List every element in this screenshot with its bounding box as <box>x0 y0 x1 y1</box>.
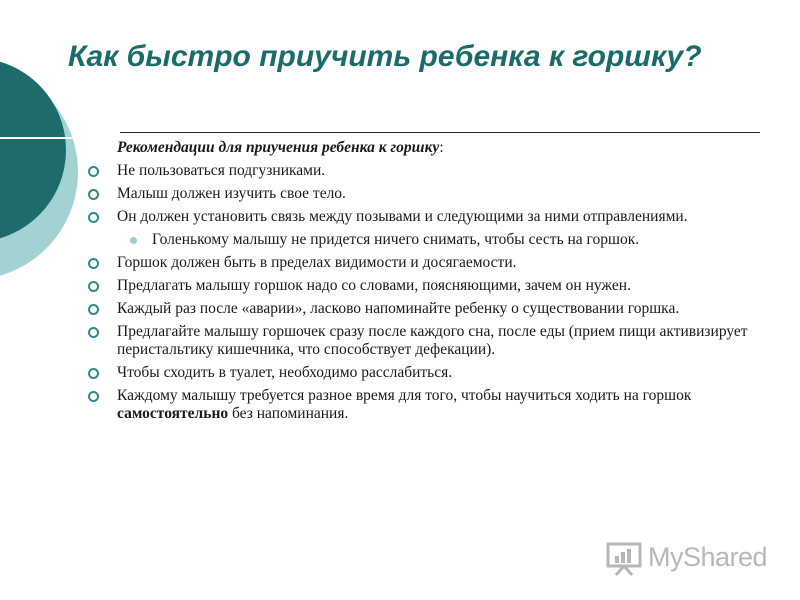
list-item <box>88 364 778 382</box>
ring-bullet-icon <box>88 281 99 292</box>
list-item <box>88 277 778 295</box>
list-item <box>88 162 778 180</box>
item-text-part: Каждому малышу требуется разное время для того, чтобы научиться ходить на горшок <box>117 387 692 404</box>
list-item <box>88 387 778 423</box>
presentation-board-icon <box>606 540 646 576</box>
ring-bullet-icon <box>88 368 99 379</box>
watermark-text: MyShared <box>648 542 768 572</box>
item-text: Малыш должен изучить свое тело. <box>117 185 346 202</box>
title-divider <box>120 132 760 133</box>
item-text: Предлагать малышу горшок надо со словами, поясняющими, зачем он нужен. <box>117 277 631 294</box>
ring-bullet-icon <box>88 258 99 269</box>
item-text-bold: самостоятельно <box>117 405 229 422</box>
myshared-watermark[interactable] <box>604 538 774 578</box>
recommendations-list <box>88 162 778 423</box>
list-item <box>88 254 778 272</box>
ring-bullet-icon <box>88 391 99 402</box>
item-text <box>117 387 691 422</box>
list-item <box>88 323 778 359</box>
ring-bullet-icon <box>88 327 99 338</box>
item-text: Не пользоваться подгузниками. <box>117 162 326 179</box>
slide-title: Как быстро приучить ребенка к горшку? <box>68 40 702 73</box>
ring-bullet-icon <box>88 304 99 315</box>
item-text: Он должен установить связь между позывами и следующими за ними отправлениями. <box>117 208 688 225</box>
item-text: Предлагайте малышу горшочек сразу после каждого сна, после еды (прием пищи активизирует перистальтику кишечника, что способствует дефекации). <box>117 323 748 358</box>
ring-bullet-icon <box>88 189 99 200</box>
recommendations-heading-colon: : <box>439 139 444 156</box>
item-text: Каждый раз после «аварии», ласково напоминайте ребенку о существовании горшка. <box>117 300 680 317</box>
list-item <box>88 208 778 249</box>
ring-bullet-icon <box>88 212 99 223</box>
recommendations-heading-text: Рекомендации для приучения ребенка к горшку <box>117 139 440 156</box>
item-text-part: без напоминания. <box>228 405 349 422</box>
item-text: Горшок должен быть в пределах видимости и досягаемости. <box>117 254 517 271</box>
slide-content <box>88 139 778 428</box>
item-text: Чтобы сходить в туалет, необходимо расслабиться. <box>117 364 453 381</box>
list-item <box>88 185 778 203</box>
dot-bullet-icon <box>130 237 137 244</box>
recommendations-heading <box>117 139 778 157</box>
sub-list-item <box>117 231 778 249</box>
ring-bullet-icon <box>88 166 99 177</box>
list-item <box>88 300 778 318</box>
sub-item-text: Голенькому малышу не придется ничего снимать, чтобы сесть на горшок. <box>152 231 640 248</box>
sub-list <box>117 231 778 249</box>
